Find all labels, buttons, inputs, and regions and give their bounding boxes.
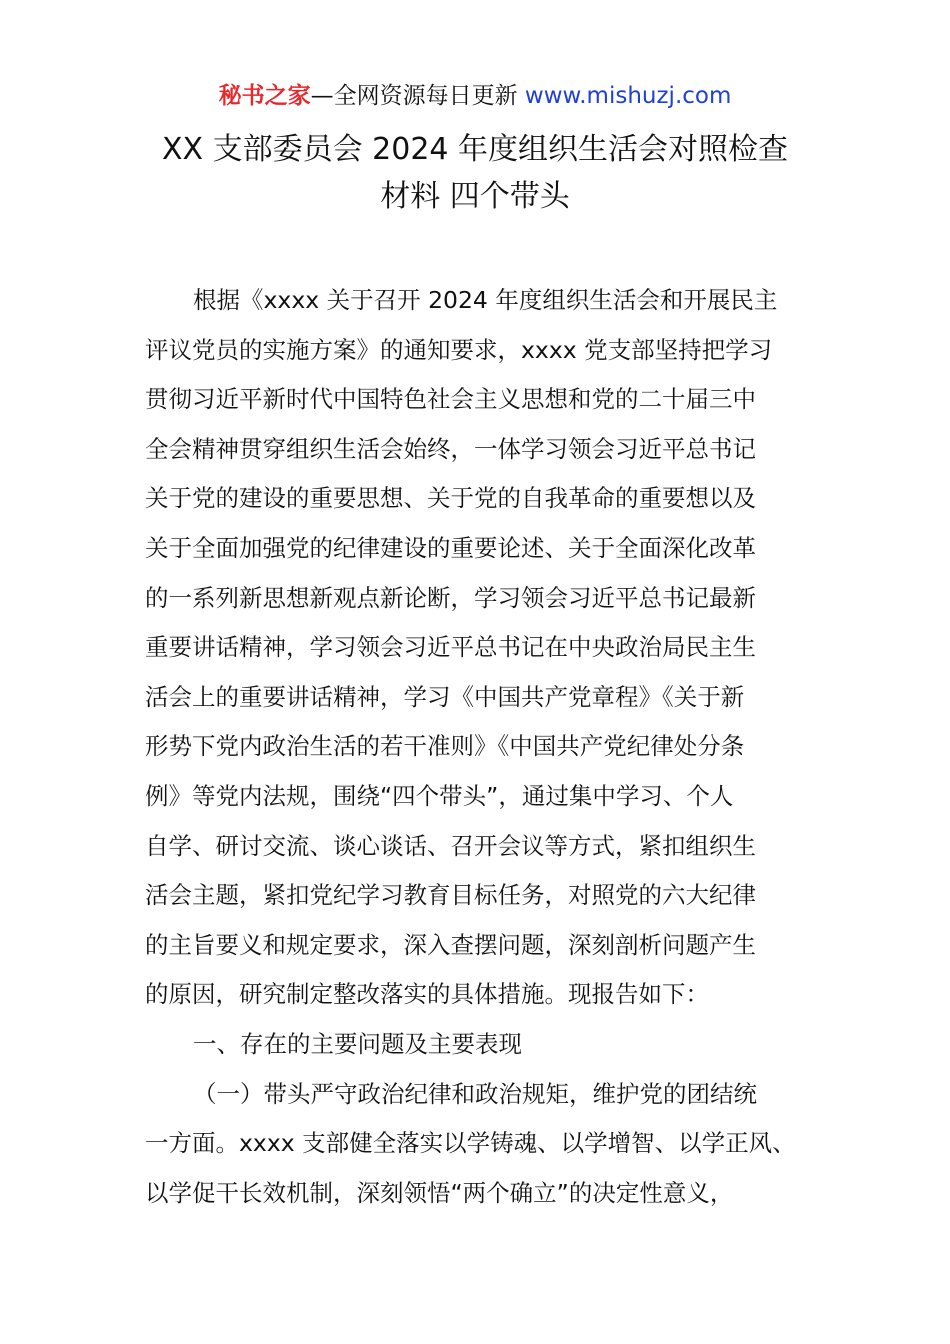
body-line: 关于全面加强党的纪律建设的重要论述、关于全面深化改革 [145,533,756,562]
title-line-2: 材料 四个带头 [380,179,570,214]
body-line: 一方面。xxxx 支部健全落实以学铸魂、以学增智、以学正风、 [145,1129,796,1158]
body-line: 的主旨要义和规定要求，深入查摆问题，深刻剖析问题产生 [145,930,756,959]
section-heading: 一、存在的主要问题及主要表现 [193,1029,522,1058]
body-line: 全会精神贯穿组织生活会始终，一体学习领会习近平总书记 [145,434,756,463]
site-header [0,80,950,112]
body-line: 的一系列新思想新观点新论断，学习领会习近平总书记最新 [145,583,756,612]
body-line: 的原因，研究制定整改落实的具体措施。现报告如下： [145,980,709,1009]
document-body [145,276,815,1218]
subsection-heading: （一）带头严守政治纪律和政治规矩，维护党的团结统 [193,1079,757,1108]
body-line: 形势下党内政治生活的若干准则》《中国共产党纪律处分条 [145,732,745,761]
body-line: 自学、研讨交流、谈心谈话、召开会议等方式，紧扣组织生 [145,831,756,860]
site-url[interactable]: www.mishuzj.com [524,83,732,109]
body-line: 以学促干长效机制，深刻领悟“两个确立”的决定性意义， [145,1178,734,1207]
body-line: 例》等党内法规，围绕“四个带头”，通过集中学习、个人 [145,781,734,810]
document-title [0,126,950,220]
body-line: 评议党员的实施方案》的通知要求，xxxx 党支部坚持把学习 [145,335,773,364]
title-line-1: XX 支部委员会 2024 年度组织生活会对照检查 [161,132,789,167]
brand-tagline: —全网资源每日更新 [310,83,518,109]
body-line: 重要讲话精神，学习领会习近平总书记在中央政治局民主生 [145,633,756,662]
brand-name: 秘书之家 [218,83,311,109]
body-line: 根据《xxxx 关于召开 2024 年度组织生活会和开展民主 [193,286,778,314]
body-line: 贯彻习近平新时代中国特色社会主义思想和党的二十届三中 [145,385,756,414]
body-line: 活会主题，紧扣党纪学习教育目标任务，对照党的六大纪律 [145,881,756,910]
body-line: 活会上的重要讲话精神，学习《中国共产党章程》《关于新 [145,682,745,711]
body-line: 关于党的建设的重要思想、关于党的自我革命的重要想以及 [145,484,756,513]
